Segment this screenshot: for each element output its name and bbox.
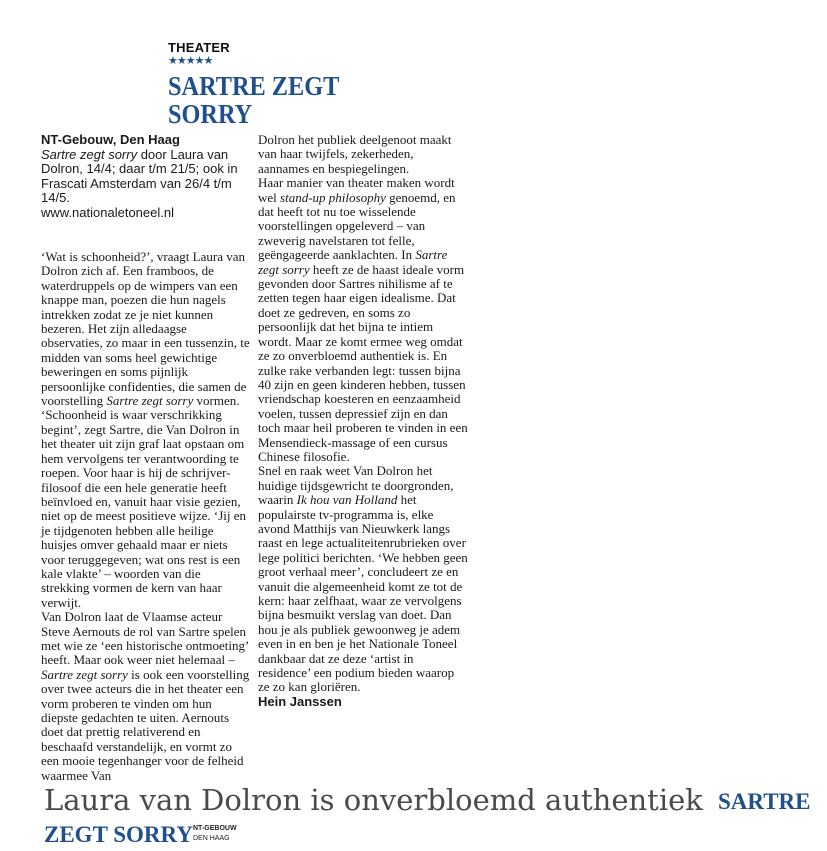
caption-quote: Laura van Dolron is onverbloemd authentiek: [44, 783, 703, 817]
text-run: genoemd, en dat heeft tot nu toe wisselende voorstellingen opgeleverd – van zweverig navelstaren tot felle, geëngageerde aanklachten. In: [258, 189, 456, 263]
italic-term: stand-up philosophy: [280, 189, 386, 205]
performance-info: [41, 133, 253, 221]
headline: SARTRE ZEGT SORRY: [168, 71, 339, 129]
text-run: het populairste tv-programma is, elke avond Matthijs van Nieuwkerk langs raast en lege actualiteitenrubrieken over lege politici berichten. ‘We hebben geen groot verhaal meer’, concludeert ze en vanuit die algemeenheid komt ze tot de kern: haar zelfhaat, waar ze vervolgens bijna besmuikt verslag van doet. Dan hou je als publiek gewoonweg je adem even in en ben je het Nationale Toneel dankbaar dat ze deze ‘artist in residence’ een podium bieden waarop ze zo kan gloriëren.: [258, 492, 468, 695]
caption-venue: [193, 824, 237, 844]
paragraph: [41, 250, 251, 610]
paragraph: [258, 176, 468, 464]
performance-details: [41, 148, 253, 206]
paragraph: Dolron het publiek deelgenoot maakt van haar twijfels, zekerheden, aannames en bespiegelingen.: [258, 132, 452, 176]
text-run: Haar manier van theater maken wordt wel: [258, 175, 455, 205]
text-run: ‘Wat is schoonheid?’, vraagt Laura van Dolron zich af. Een framboos, de waterdruppels op de wimpers van een knappe man, poezen die hun nagels intrekken zodat ze je niet kunnen bezeren. Het zijn alledaagse observaties, zo maar in een tussenzin, te midden van soms heel gewichtige beweringen en soms pijnlijk persoonlijke confidenties, die samen de voorstelling: [41, 249, 250, 409]
text-run: Snel en raak weet Van Dolron het huidige tijdsgewricht te doorgronden, waarin: [258, 463, 454, 508]
author-byline: Hein Janssen: [258, 693, 342, 709]
caption-title-part2: ZEGT SORRY: [44, 822, 193, 847]
website-link[interactable]: www.nationaletoneel.nl: [41, 204, 174, 220]
venue: NT-Gebouw, Den Haag: [41, 132, 180, 147]
section-label: THEATER: [168, 40, 230, 55]
caption-venue-name: NT-GEBOUW: [193, 825, 237, 832]
paragraph: [41, 610, 251, 783]
performance-dates: door Laura van Dolron, 14/4; daar t/m 21/5; ook in Frascati Amsterdam van 26/4 t/m 14/5.: [41, 146, 238, 206]
caption-title-part1: SARTRE: [718, 789, 811, 814]
article-column-1: [41, 250, 251, 783]
italic-title: Ik hou van Holland: [296, 492, 398, 508]
article-column-2: [258, 133, 468, 709]
rating-stars: ★★★★★: [168, 54, 213, 67]
italic-title: Sartre zegt sorry: [106, 393, 194, 409]
text-run: heeft ze de haast ideale vorm gevonden door Sartres nihilisme af te zetten tegen haar eigen idealisme. Dat doet ze gedreven, en soms zo persoonlijk dat het bijna te intiem wordt. Maar ze komt ermee weg omdat ze zo onverbloemd authentiek is. En zulke rake verbanden legt: tussen bijna 40 zijn en geen kinderen hebben, tussen vriendschap koesteren en eenzaamheid voelen, tussen depressief zijn en dan toch maar heil proberen te vinden in een Mensendieck-massage of een cursus Chinese filosofie.: [258, 261, 468, 464]
performance-title: Sartre zegt sorry: [41, 146, 138, 162]
italic-title: Sartre zegt sorry: [41, 666, 128, 682]
text-run: Van Dolron laat de Vlaamse acteur Steve Aernouts de rol van Sartre spelen met wie ze ‘een historische ontmoeting’ heeft. Maar ook weer niet helemaal –: [41, 609, 249, 668]
text-run: vormen. ‘Schoonheid is waar verschrikking begint’, zegt Sartre, die Van Dolron in het theater uit zijn graf laat opstaan om hem vervolgens ter verantwoording te roepen. Voor haar is hij de schrijver-filosoof die een hele generatie heeft beïnvloed en, vanuit haar visie gezien, niet op de meest positieve wijze. ‘Jij en je tijdgenoten hebben alle heilige huisjes omver gehaald maar er niets voor teruggegeven; wat ons rest is een kale vlakte’ – woorden van die strekking vormen de kern van haar verwijt.: [41, 393, 247, 610]
text-run: is ook een voorstelling over twee acteurs die in het theater een vorm proberen te vinden om hun diepste gedachten te uiten. Aernouts doet dat prettig relativerend en beschaafd verstandelijk, en vormt zo een mooie tegenhanger voor de felheid waarmee Van: [41, 666, 250, 783]
paragraph: [258, 464, 468, 695]
italic-title: Sartre zegt sorry: [258, 247, 448, 277]
caption-venue-city: DEN HAAG: [193, 835, 230, 842]
